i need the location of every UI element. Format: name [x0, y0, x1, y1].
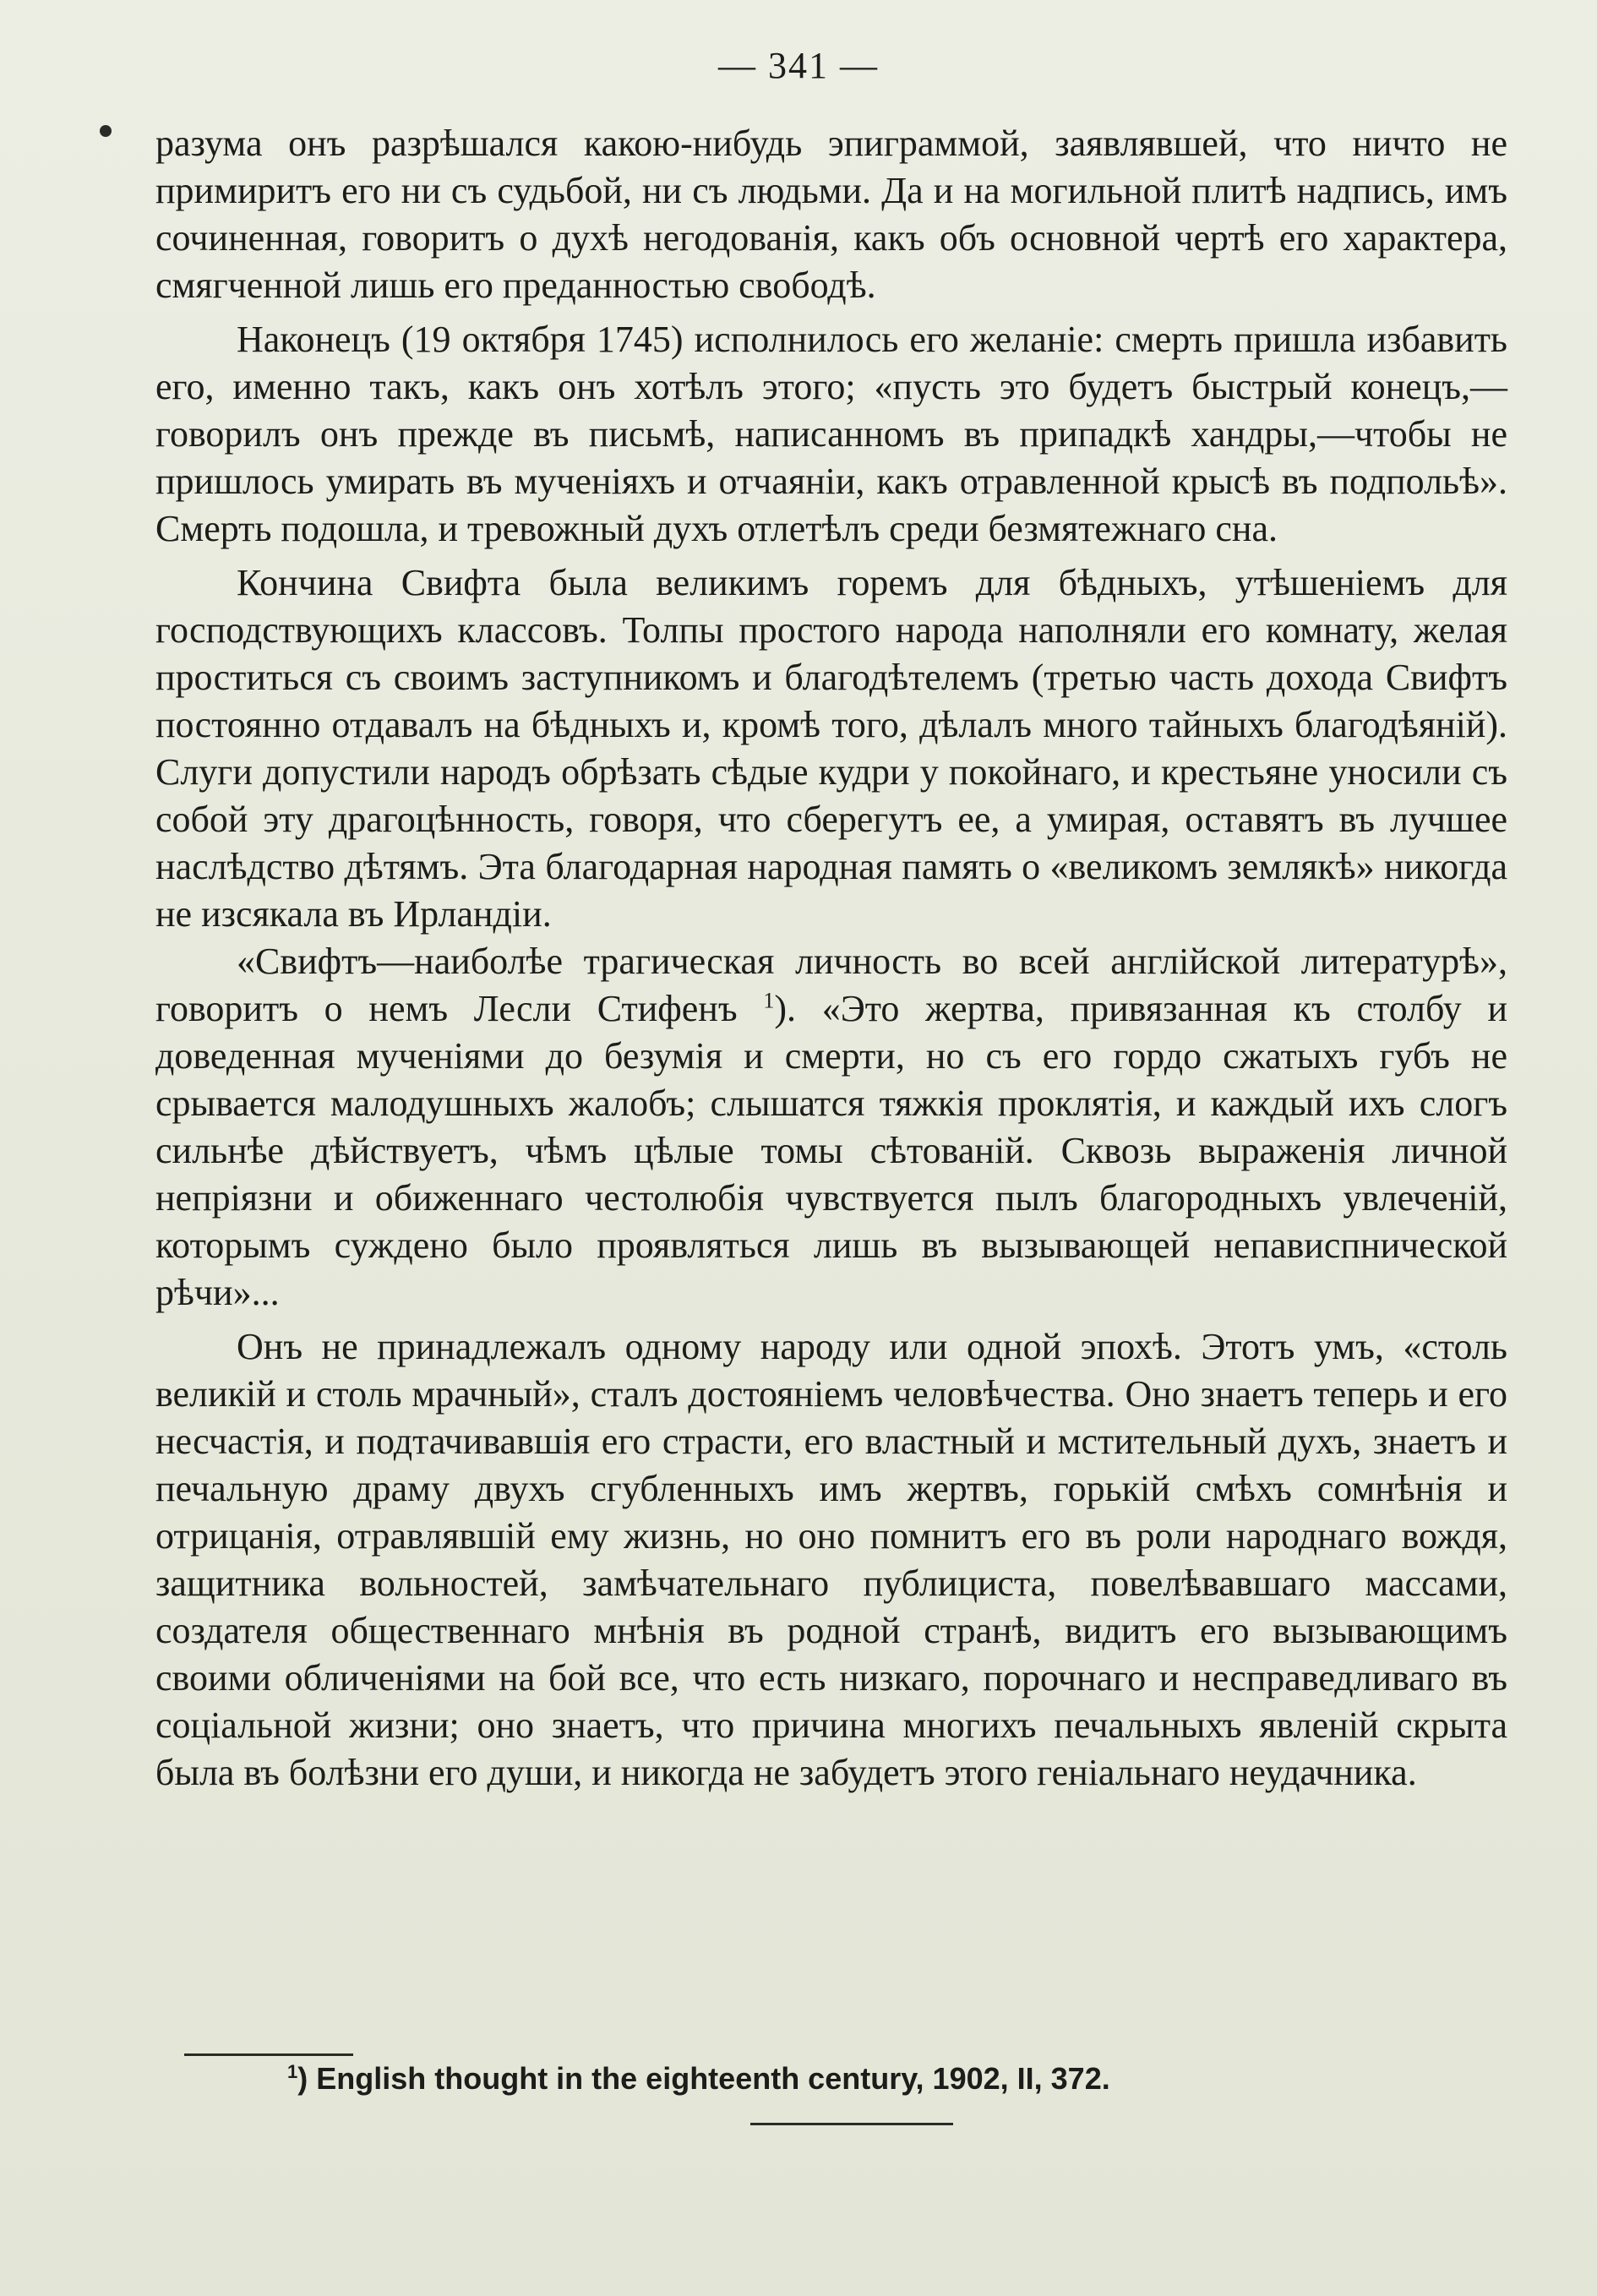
- paragraph-3: Кончина Свифта была великимъ горемъ для бѣдныхъ, утѣшеніемъ для господствующихъ классовъ. Толпы простого народа наполняли его комнату, желая проститься съ своимъ заступникомъ и благодѣтелемъ (третью часть дохода Свифтъ постоянно отдавалъ на бѣдныхъ и, кромѣ того, дѣлалъ много тайныхъ благодѣяній). Слуги допустили народъ обрѣзать сѣдые кудри у покойнаго, и крестьяне уносили съ собой эту драгоцѣнность, говоря, что сберегутъ ее, а умирая, оставятъ въ лучшее наслѣдство дѣтямъ. Эта благодарная народная память о «великомъ землякѣ» никогда не изсякала въ Ирландіи.: [155, 562, 1507, 935]
- footnote-reference: 1: [763, 988, 775, 1013]
- end-rule: [750, 2123, 953, 2125]
- ink-speck: [100, 125, 112, 137]
- paragraph-2: Наконецъ (19 октября 1745) исполнилось его желаніе: смерть пришла избавить его, именно такъ, какъ онъ хотѣлъ этого; «пусть это будетъ быстрый конецъ,—говорилъ онъ прежде въ письмѣ, написанномъ въ припадкѣ хандры,—чтобы не пришлось умирать въ мученіяхъ и отчаяніи, какъ отравленной крысѣ въ подпольѣ». Смерть подошла, и тревожный духъ отлетѣлъ среди безмятежнаго сна.: [155, 319, 1507, 549]
- body-text: [155, 120, 1507, 1803]
- footnote-marker: 1: [287, 2061, 298, 2082]
- footnote-text: ) English thought in the eighteenth century, 1902, II, 372.: [297, 2061, 1110, 2096]
- footnote: [287, 2058, 1110, 2100]
- paragraph-4-text-after: ). «Это жертва, привязанная къ столбу и доведенная мученіями до безумія и смерти, но съ его гордо сжатыхъ губъ не срывается малодушныхъ жалобъ; слышатся тяжкія проклятія, и каждый ихъ слогъ сильнѣе дѣйствуетъ, чѣмъ цѣлые томы сѣтованій. Сквозь выраженія личной непріязни и обиженнаго честолюбія чувствуется пылъ благородныхъ увлеченій, которымъ суждено было проявляться лишь въ вызывающей непависпнической рѣчи»...: [155, 988, 1507, 1313]
- footnote-separator: [184, 2053, 353, 2056]
- paragraph-5: Онъ не принадлежалъ одному народу или одной эпохѣ. Этотъ умъ, «столь великій и столь мрачный», сталъ достояніемъ человѣчества. Оно знаетъ теперь и его несчастія, и подтачивавшія его страсти, его властный и мстительный духъ, знаетъ и печальную драму двухъ сгубленныхъ имъ жертвъ, горькій смѣхъ сомнѣнія и отрицанія, отравлявшій ему жизнь, но оно помнитъ его въ роли народнаго вождя, защитника вольностей, замѣчательнаго публициста, повелѣвавшаго массами, создателя общественнаго мнѣнія въ родной странѣ, видитъ его вызывающимъ своими обличеніями на бой все, что есть низкаго, порочнаго и несправедливаго въ соціальной жизни; оно знаетъ, что причина многихъ печальныхъ явленій скрыта была въ болѣзни его души, и никогда не забудетъ этого геніальнаго неудачника.: [155, 1326, 1507, 1793]
- page-number: — 341 —: [718, 45, 879, 86]
- paragraph-4: [155, 938, 1507, 1317]
- paragraph-1: разума онъ разрѣшался какою-нибудь эпиграммой, заявлявшей, что ничто не примиритъ его ни съ судьбой, ни съ людьми. Да и на могильной плитѣ надпись, имъ сочиненная, говоритъ о духѣ негодованія, какъ объ основной чертѣ его характера, смягченной лишь его преданностью свободѣ.: [155, 123, 1507, 306]
- paragraph-4-text-before: «Свифтъ—наиболѣе трагическая личность во всей англійской литературѣ», говоритъ о немъ Лесли Стифенъ: [155, 941, 1507, 1029]
